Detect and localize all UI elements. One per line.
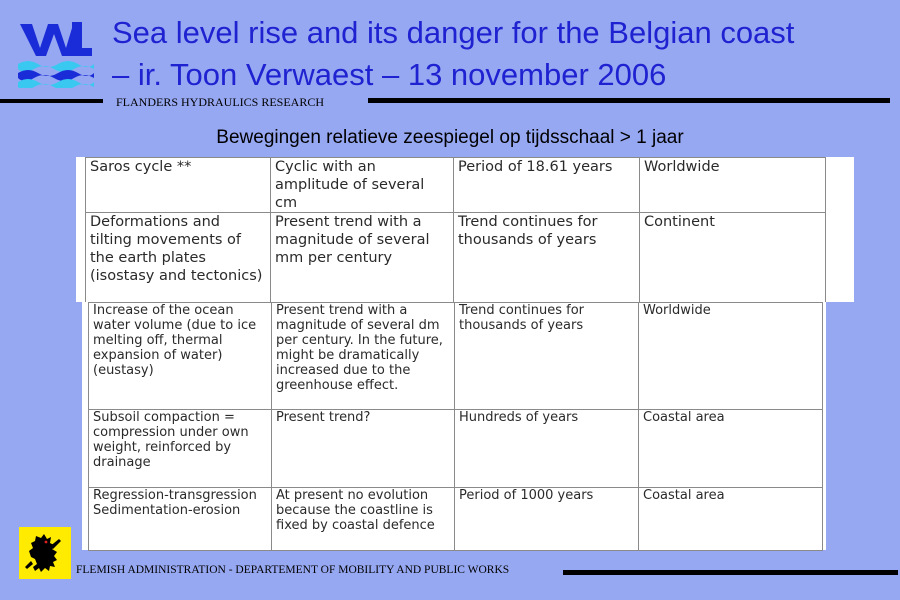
table-row: [89, 410, 823, 488]
table-cell: Trend continues for thousands of years: [455, 303, 639, 410]
table-cell: Increase of the ocean water volume (due to ice melting off, thermal expansion of water) (eustasy): [89, 303, 272, 410]
footer-administration-label: FLEMISH ADMINISTRATION - DEPARTEMENT OF MOBILITY AND PUBLIC WORKS: [76, 564, 510, 576]
table-cell: Regression-transgression Sedimentation-erosion: [89, 488, 272, 551]
table-cell: Continent: [640, 213, 826, 304]
table-cell: Present trend?: [272, 410, 455, 488]
table-row: [86, 213, 826, 304]
table-cell: Period of 1000 years: [455, 488, 639, 551]
header-rule-right: [368, 98, 890, 103]
table-cell: Worldwide: [639, 303, 823, 410]
flemish-lion-icon: [19, 527, 71, 579]
table-cell: Saros cycle **: [86, 158, 271, 213]
table-row: [86, 158, 826, 213]
table-cell: Worldwide: [640, 158, 826, 213]
title-line-1: Sea level rise and its danger for the Belgian coast: [112, 15, 795, 50]
table-cell: Trend continues for thousands of years: [454, 213, 640, 304]
slide-title: [112, 12, 892, 96]
table-cell: Present trend with a magnitude of several mm per century: [271, 213, 454, 304]
table-cell: Subsoil compaction = compression under own weight, reinforced by drainage: [89, 410, 272, 488]
table-cell: Cyclic with an amplitude of several cm: [271, 158, 454, 213]
title-line-2: – ir. Toon Verwaest – 13 november 2006: [112, 57, 667, 92]
waterbouwkundig-logo-icon: [18, 18, 94, 88]
flemish-lion-emblem: [19, 527, 71, 579]
table-bottom: [82, 302, 826, 550]
organization-label: FLANDERS HYDRAULICS RESEARCH: [116, 95, 325, 109]
table-cell: Coastal area: [639, 410, 823, 488]
table-cell: At present no evolution because the coastline is fixed by coastal defence: [272, 488, 455, 551]
table-row: [89, 488, 823, 551]
table-cell: Period of 18.61 years: [454, 158, 640, 213]
table-cell: Deformations and tilting movements of the earth plates (isostasy and tectonics): [86, 213, 271, 304]
table-row: [89, 303, 823, 410]
footer-rule: [563, 570, 898, 575]
table-cell: Present trend with a magnitude of several dm per century. In the future, might be dramatically increased due to the greenhouse effect.: [272, 303, 455, 410]
table-top: [76, 157, 854, 302]
slide-subtitle: Bewegingen relatieve zeespiegel op tijdsschaal > 1 jaar: [216, 127, 684, 148]
table-cell: Coastal area: [639, 488, 823, 551]
header-rule-left: [0, 99, 103, 103]
table-cell: Hundreds of years: [455, 410, 639, 488]
